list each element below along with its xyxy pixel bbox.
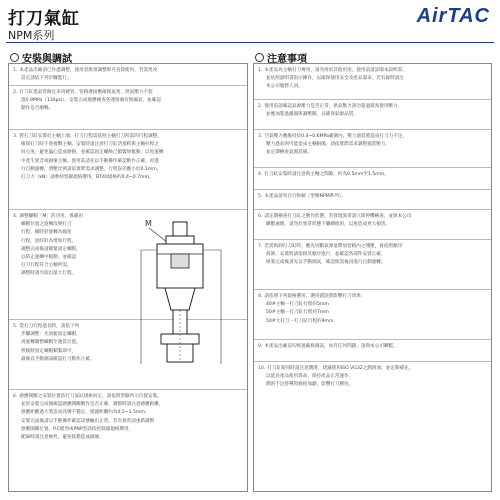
brand-logo: AirTAC (416, 5, 490, 27)
item-text: 然後將固定螺帽鎖緊即可， (21, 348, 77, 354)
diagram-label-m: M (145, 219, 152, 228)
item-text: 2. 打刀缸進氣管路宜采用硬管，管路連接應確保氣密，供氣壓力不超 (13, 90, 153, 95)
item-text: 4. 打刀缸安裝時請注意與主軸之間隙，約為0.5mm至1.5mm。 (258, 172, 389, 177)
adjusting-nut (166, 236, 194, 244)
item-text: 設定請依下列步驟進行。 (21, 76, 72, 82)
item-text: 3. 空氣壓力應維持於0.4~0.6MPa範圍內，壓力過低將造成打刀力不足， (258, 134, 408, 139)
circle-bullet-icon (10, 53, 19, 62)
list-item (254, 210, 491, 240)
item-text: 2. 使用前請確認氣源壓力是否正常，供氣壓力請勿超過最高使用壓力， (258, 104, 403, 109)
series-subtitle: NPM系列 (8, 29, 55, 42)
item-text: 組裝完成後請先以手動測試，確認無誤後再進行自動運轉。 (266, 260, 386, 266)
item-text: 再旋轉調整螺帽至適當位置， (21, 340, 81, 346)
item-text: 行自動運轉，增壓比例請依實際需求調整，行程誤差應小於0.1mm。 (21, 166, 162, 172)
item-text: 打刀行程符合主軸所需， (21, 263, 72, 269)
item-text: 中產生異音或損壞主軸。使用前請先以手動操作確認動作正確，再進 (21, 158, 159, 164)
piston-rod-top (173, 222, 187, 236)
cylinder-diagram (131, 214, 231, 364)
item-text: 6. 請定期檢查打刀缸之動作狀態，若發現異常請立即停機檢查，並與本公司 (258, 214, 412, 219)
item-text: 確保打刀時不會撞擊主軸，安裝時請注意打刀缸活塞桿與主軸拉桿之 (21, 142, 159, 148)
item-text: 4. 調整螺帽「M」的功用，係藉由 (13, 214, 84, 219)
circle-bullet-icon (255, 53, 264, 62)
list-item (254, 64, 491, 100)
item-text: 並定期檢查氣源設備。 (266, 150, 312, 156)
item-text: 本公司服務人員。 (266, 84, 303, 90)
item-text: 並於安裝完成後確認感應開關動作是否正確，調整時請注意感應距離， (21, 402, 164, 408)
item-text: 5. 當打刀行程過長時，請依下列 (13, 324, 80, 329)
item-text: 1. 本產品為主軸打刀專用，請勿用於其他用途，使用前請詳閱本說明書， (258, 68, 407, 73)
list-item (9, 64, 247, 86)
item-text: 調整完成後請鎖緊固定螺帽， (21, 246, 81, 252)
item-text: 9. 本產品出廠前均經過嚴格測試，如有任何問題，請與本公司聯繫。 (258, 344, 398, 349)
item-text: 行程，逆時針為增加行程， (21, 238, 77, 244)
item-text: 壓力過高則可能造成主軸損傷，請依實際需求調整適當壓力， (266, 142, 391, 148)
list-item (254, 290, 491, 340)
item-text: 以延長產品使用壽命，保持產品正常運作， (266, 374, 354, 380)
piston-block (171, 254, 189, 268)
item-text: 3. 將打刀缸安裝於主軸上端，打刀行程需依照主軸打刀所需的行程調整， (13, 134, 162, 139)
item-text: 打刀力（kN）請參照型錄規格選用，BT40規格約0.4~0.7mm。 (21, 175, 154, 181)
item-text: 並應加裝過濾器與調壓閥，以確保氣源品質。 (266, 112, 358, 118)
list-item (254, 340, 491, 362)
list-item (254, 130, 491, 168)
item-text: 潤滑不足將導致磨耗加劇，影響打刀精度。 (266, 382, 354, 388)
list-item (9, 390, 247, 493)
installation-panel (8, 63, 248, 492)
list-item (254, 240, 491, 290)
item-text: 50#大打刀－打刀缸行程約9mm (266, 318, 334, 324)
list-item (9, 130, 247, 210)
item-text: 感應開關位置，P.C板型或PNP型請依控制器規格選用， (21, 426, 134, 432)
right-section-title: 注意事項 (267, 54, 307, 65)
left-section-title: 安裝與調試 (22, 54, 72, 65)
item-text: 同心度，避免偏心造成磨損，並確認固定螺絲已鎖緊無鬆動，以免運轉 (21, 150, 164, 156)
item-text: 8. 請依照下列規格選用，選用錯誤將影響打刀效果： (258, 294, 366, 299)
list-item (254, 168, 491, 190)
list-item (254, 190, 491, 210)
item-text: 40#主軸－打刀缸行程約5mm (266, 302, 329, 308)
item-text: 並依照說明書指示操作，以確保使用安全及產品壽命，若有疑問請洽 (266, 76, 404, 82)
item-text: 50#主軸－打刀缸行程約7mm (266, 310, 329, 316)
item-text: 安裝完成後請以手動操作確認訊號輸出正常，若有異常請重新調整 (21, 418, 155, 424)
header-divider (6, 42, 494, 43)
item-text: 1. 本產品出廠前已作過調整，使用者無須調整即可直接使用，若需更改 (13, 68, 158, 73)
item-text: 7. 若需拆卸打刀缸時，應先切斷氣源並釋放管路內之殘壓，再依照順序 (258, 244, 403, 249)
item-text: 感應距離過大將造成訊號不穩定，建議距離約為0.5~1.5mm， (21, 410, 150, 416)
item-text: 聯繫處理，請勿於異常狀態下繼續使用，以免造成更大損害。 (266, 222, 391, 228)
leader-line (149, 228, 167, 242)
item-text: 步驟調整：先放鬆固定螺帽， (21, 332, 81, 338)
item-text: 6. 感應開關之安裝位置依打刀氣缸規格而定，請依照型錄所示位置安裝， (13, 394, 162, 399)
list-item (254, 362, 491, 402)
item-text: 拆卸，安裝時請依相反順序進行，並確認各部件安裝正確， (266, 252, 386, 258)
item-text: 最後以手動測試確認打刀動作正確。 (21, 356, 95, 362)
notes-panel (253, 63, 492, 492)
page-title: 打刀氣缸 (8, 9, 80, 29)
item-text: 以防止運轉中鬆動，並確認 (21, 255, 77, 261)
item-text: 配線時請注意極性，避免接錯造成損壞。 (21, 435, 104, 441)
lower-housing (165, 288, 195, 310)
item-text: 10. 打刀缸使用時請注意潤滑，建議使用ISO VG32之潤滑油，並定期補充， (258, 366, 414, 371)
item-text: 螺帽位置之旋轉改變打刀 (21, 222, 72, 228)
item-text: 行程，順時針旋轉為縮短 (21, 230, 72, 236)
list-item (254, 100, 491, 130)
item-text: 動作是否順暢。 (21, 106, 54, 112)
list-item (9, 86, 247, 130)
item-text: 調整時請勿超出最大行程。 (21, 271, 77, 277)
item-text: 過0.9MPa（130psi），安裝完成後應檢查各連接處有無漏氣，並確認 (21, 98, 161, 104)
item-text: 5. 本產品請勿自行拆解（型號NPM系列）。 (258, 194, 346, 199)
